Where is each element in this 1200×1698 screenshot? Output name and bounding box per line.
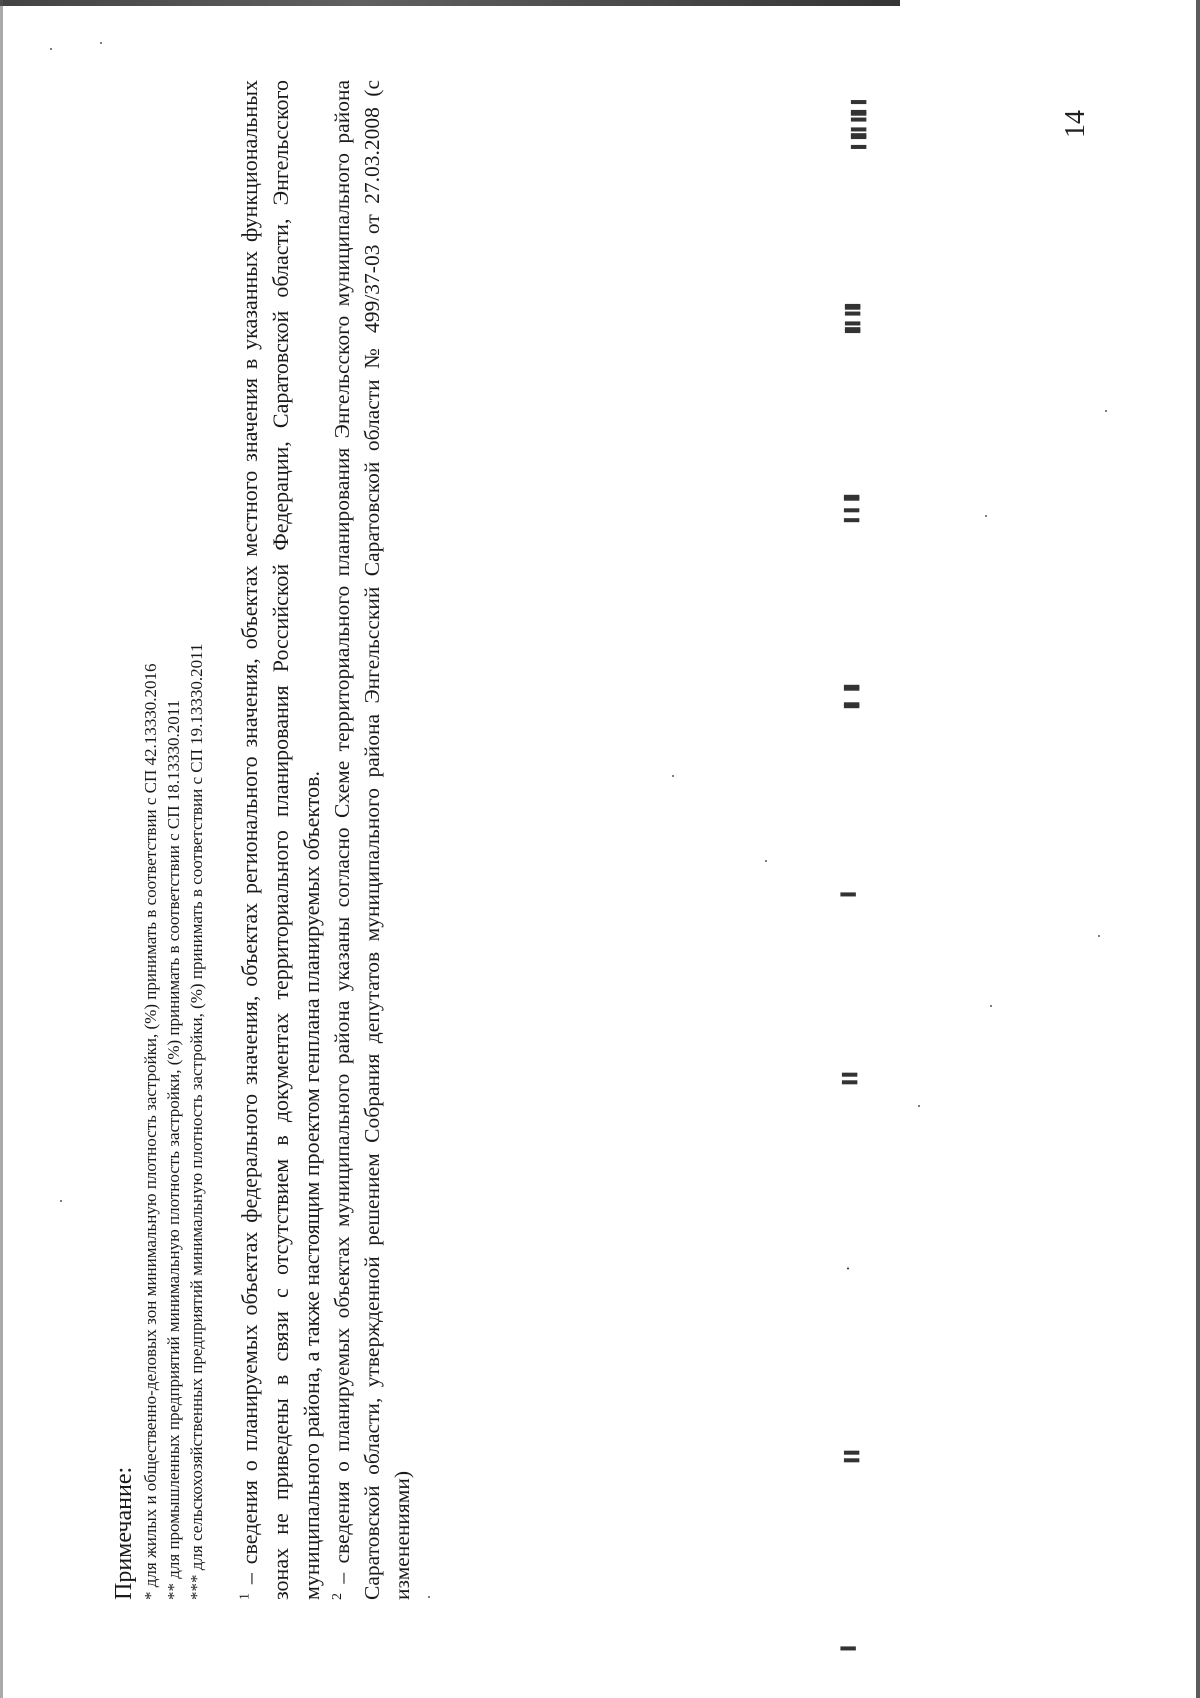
scan-mark: ▐▌ ▐▌ [845,682,861,713]
scan-edge-top [0,0,900,6]
note-line-agricultural: *** для сельскохозяйственных предприятий минимальную плотность застройки, (%) принимать в соответствии с СП 19.13330.2011 [187,643,206,1600]
footnote-2-text: – сведения о планируемых объектах муниципального района указаны согласно Схеме территориального планирования Энгельсского муниципального района Саратовской области, утвержденной решением Собрания депутатов муниципального района Энгельсский Саратовской области № 499/37-03 от 27.03.2008 (с изменениями) [330,80,414,1600]
rotated-text-block [110,80,417,1600]
scan-mark: ▐ ▌ [843,1070,859,1089]
note-line-residential: * для жилых и общественно-деловых зон минимальную плотность застройки, (%) принимать в соответствии с СП 42.13330.2016 [141,663,160,1600]
scan-speck [1105,410,1107,412]
page-number: 14 [1060,110,1091,138]
scan-speck [60,1200,62,1202]
scan-mark: ▐ ▌ [845,1448,861,1467]
footnote-1-marker: 1 [237,1593,253,1600]
scan-mark: ▐▌▌▐▐▌ [845,302,861,337]
scan-speck [765,860,767,862]
scan-mark: ▌▐ ▐▌ [845,492,861,523]
scan-speck [918,1105,920,1107]
scan-speck [50,48,52,50]
scan-mark: ▌ [841,1644,857,1651]
scan-mark: ▌▐▌▌▐▐▌▐ [851,102,867,149]
scan-speck [428,1596,430,1598]
scan-speck [990,1005,992,1007]
scan-speck [985,515,987,517]
footnote-2 [327,80,417,1600]
scan-speck [672,775,674,777]
scan-edge-left [0,0,3,1698]
scan-edge-right [1196,0,1200,1698]
footnote-1-text: – сведения о планируемых объектах федерального значения, объектах регионального значения, объектах местного значения в указанных функциональных зонах не приведены в связи с отсутствием в документах территориального планирования Российской Федерации, Саратовской области, Энгельсского муниципального района, а также настоящим проектом генплана планируемых объектов. [237,80,324,1600]
scan-mark: ▌ [841,890,857,897]
scan-speck [1098,935,1100,937]
note-line-industrial: ** для промышленных предприятий минимальную плотность застройки, (%) принимать в соответствии с СП 18.13330.2011 [164,699,183,1600]
footnote-1 [234,80,327,1600]
scan-speck [100,42,102,44]
footnote-2-marker: 2 [329,1593,345,1600]
scan-mark: · [841,1266,857,1273]
note-title: Примечание: [111,1466,137,1600]
